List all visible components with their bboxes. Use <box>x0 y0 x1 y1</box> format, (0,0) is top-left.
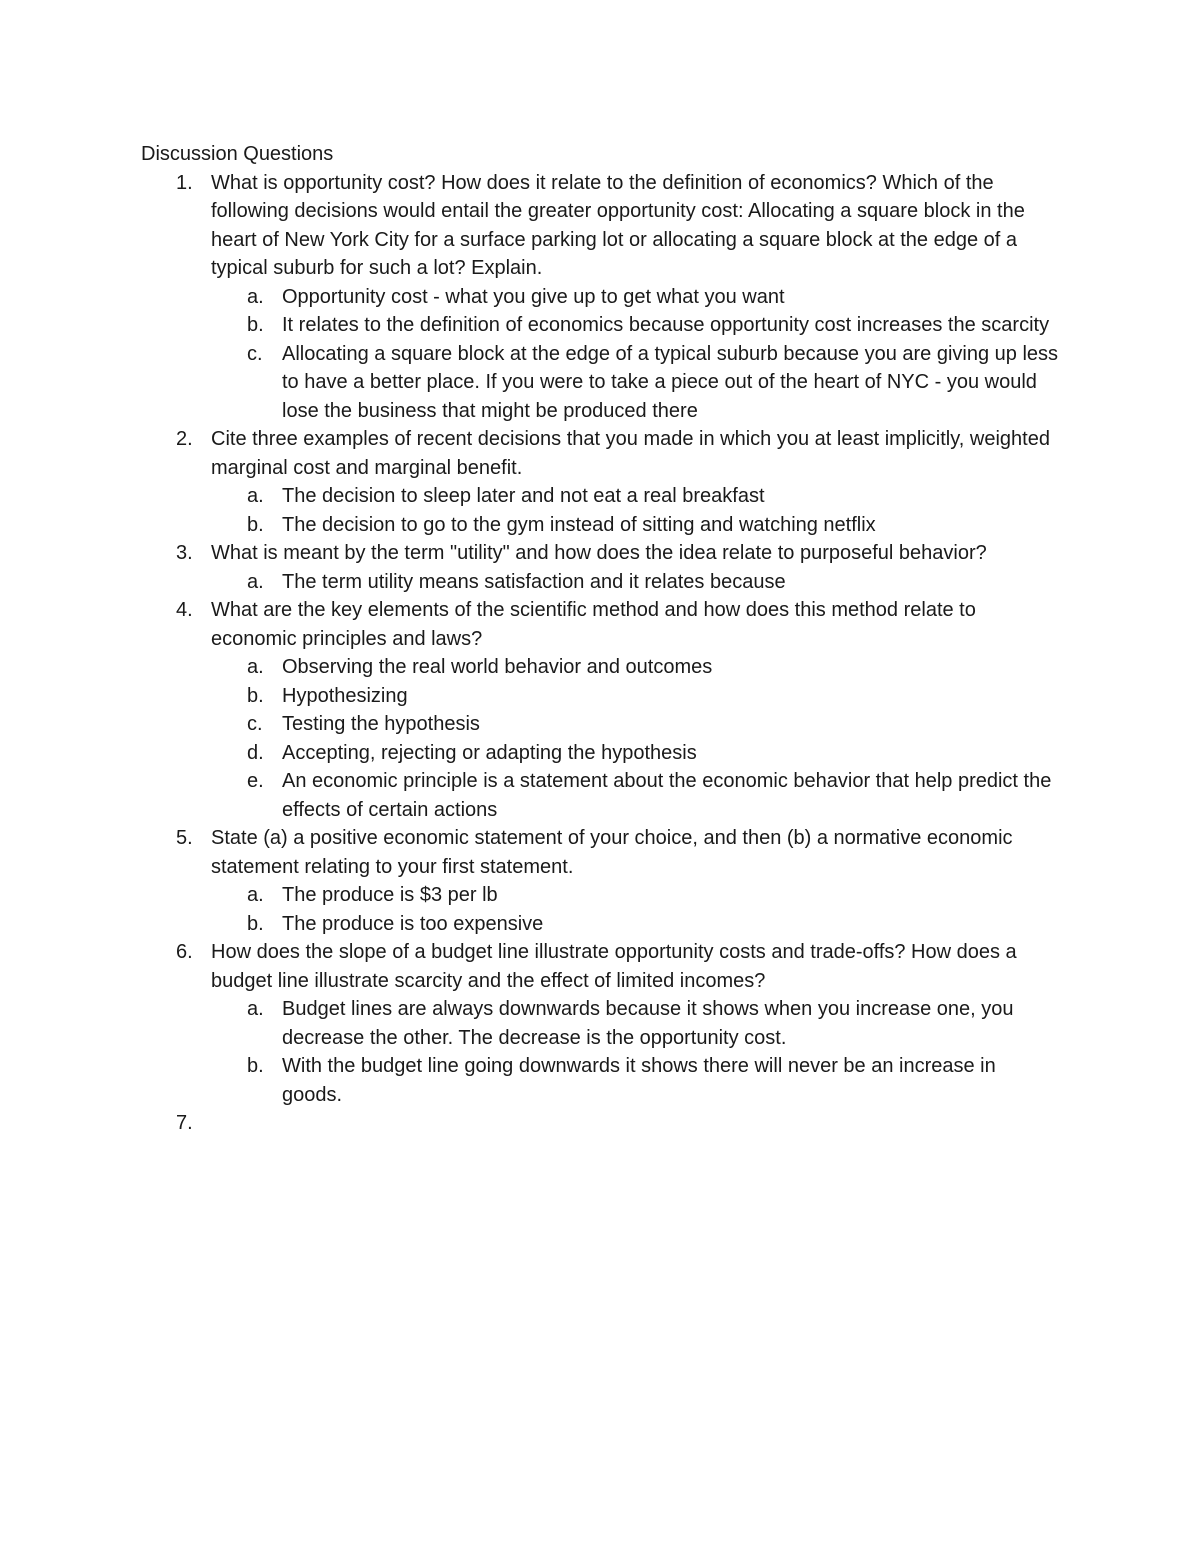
question-text <box>211 1109 1060 1138</box>
answer-text: Opportunity cost - what you give up to get what you want <box>282 285 785 308</box>
answer-text: The produce is too expensive <box>282 912 544 935</box>
answer-letter: b. <box>247 684 264 707</box>
answer-letter: b. <box>247 513 264 536</box>
answer-list <box>211 568 1060 597</box>
question-text: What is meant by the term "utility" and how does the idea relate to purposeful behavior? <box>211 542 987 564</box>
answer-item <box>211 767 1060 824</box>
answer-text: With the budget line going downwards it shows there will never be an increase in goods. <box>282 1055 996 1106</box>
answer-list <box>211 482 1060 539</box>
answer-item <box>211 1052 1060 1109</box>
answer-item <box>211 568 1060 597</box>
question-text: State (a) a positive economic statement of your choice, and then (b) a normative economic statement relating to your first statement. <box>211 827 1013 878</box>
answer-text: The term utility means satisfaction and it relates because <box>282 570 786 593</box>
answer-letter: a. <box>247 485 264 507</box>
question-number: 4. <box>176 599 193 621</box>
answer-letter: a. <box>247 285 264 308</box>
answer-item <box>211 710 1060 739</box>
document-title: Discussion Questions <box>141 143 334 165</box>
answer-text: An economic principle is a statement about the economic behavior that help predict the effects of certain actions <box>282 770 1052 821</box>
answer-item <box>211 482 1060 511</box>
question-item <box>0 938 1200 1109</box>
answer-letter: e. <box>247 770 264 792</box>
question-text: How does the slope of a budget line illustrate opportunity costs and trade-offs? How does a budget line illustrate scarcity and the effect of limited incomes? <box>211 941 1017 992</box>
question-text: What is opportunity cost? How does it relate to the definition of economics? Which of the following decisions would entail the greater opportunity cost: Allocating a square block in the heart of New York City for a surface parking lot or allocating a square block at the edge of a typical suburb for such a lot? Explain. <box>211 171 1025 279</box>
question-text: What are the key elements of the scientific method and how does this method relate to economic principles and laws? <box>211 599 976 650</box>
answer-letter: b. <box>247 912 264 935</box>
answer-letter: a. <box>247 998 264 1020</box>
question-number: 2. <box>176 428 193 450</box>
answer-item <box>211 739 1060 768</box>
answer-letter: c. <box>247 713 263 735</box>
answer-letter: c. <box>247 342 263 365</box>
answer-text: Observing the real world behavior and outcomes <box>282 656 713 678</box>
answer-list <box>211 283 1060 426</box>
answer-letter: a. <box>247 656 264 678</box>
answer-text: It relates to the definition of economics because opportunity cost increases the scarcity <box>282 314 1050 336</box>
answer-item <box>211 511 1060 540</box>
answer-item <box>211 653 1060 682</box>
answer-text: The decision to go to the gym instead of sitting and watching netflix <box>282 513 876 536</box>
answer-text: Hypothesizing <box>282 684 408 707</box>
answer-letter: b. <box>247 1055 264 1077</box>
answer-item <box>211 881 1060 910</box>
question-item <box>0 169 1200 426</box>
answer-item <box>211 682 1060 711</box>
answer-list <box>211 881 1060 938</box>
answer-item <box>211 283 1060 312</box>
answer-item <box>211 311 1060 340</box>
question-item <box>0 539 1200 596</box>
question-number: 3. <box>176 542 193 564</box>
question-item <box>0 425 1200 539</box>
answer-letter: b. <box>247 314 264 336</box>
answer-list <box>211 653 1060 824</box>
question-number: 1. <box>176 171 193 194</box>
question-text: Cite three examples of recent decisions that you made in which you at least implicitly, weighted marginal cost and marginal benefit. <box>211 428 1050 479</box>
answer-text: Testing the hypothesis <box>282 713 480 735</box>
question-number: 7. <box>176 1112 193 1134</box>
answer-list <box>211 995 1060 1109</box>
question-item <box>0 596 1200 824</box>
question-number: 6. <box>176 941 193 963</box>
answer-text: Budget lines are always downwards because it shows when you increase one, you decrease the other. The decrease is the opportunity cost. <box>282 998 1014 1049</box>
answer-text: The decision to sleep later and not eat a real breakfast <box>282 485 765 507</box>
answer-letter: a. <box>247 884 264 906</box>
answer-text: Accepting, rejecting or adapting the hypothesis <box>282 741 697 764</box>
question-item <box>0 824 1200 938</box>
answer-item <box>211 910 1060 939</box>
answer-letter: d. <box>247 741 264 764</box>
answer-text: Allocating a square block at the edge of a typical suburb because you are giving up less to have a better place. If you were to take a piece out of the heart of NYC - you would lose the business that might be produced there <box>282 342 1059 422</box>
answer-text: The produce is $3 per lb <box>282 884 498 906</box>
answer-item <box>211 995 1060 1052</box>
answer-letter: a. <box>247 570 264 593</box>
question-list <box>0 169 1200 1138</box>
question-number: 5. <box>176 827 193 849</box>
answer-item <box>211 340 1060 426</box>
question-item <box>0 1109 1200 1138</box>
